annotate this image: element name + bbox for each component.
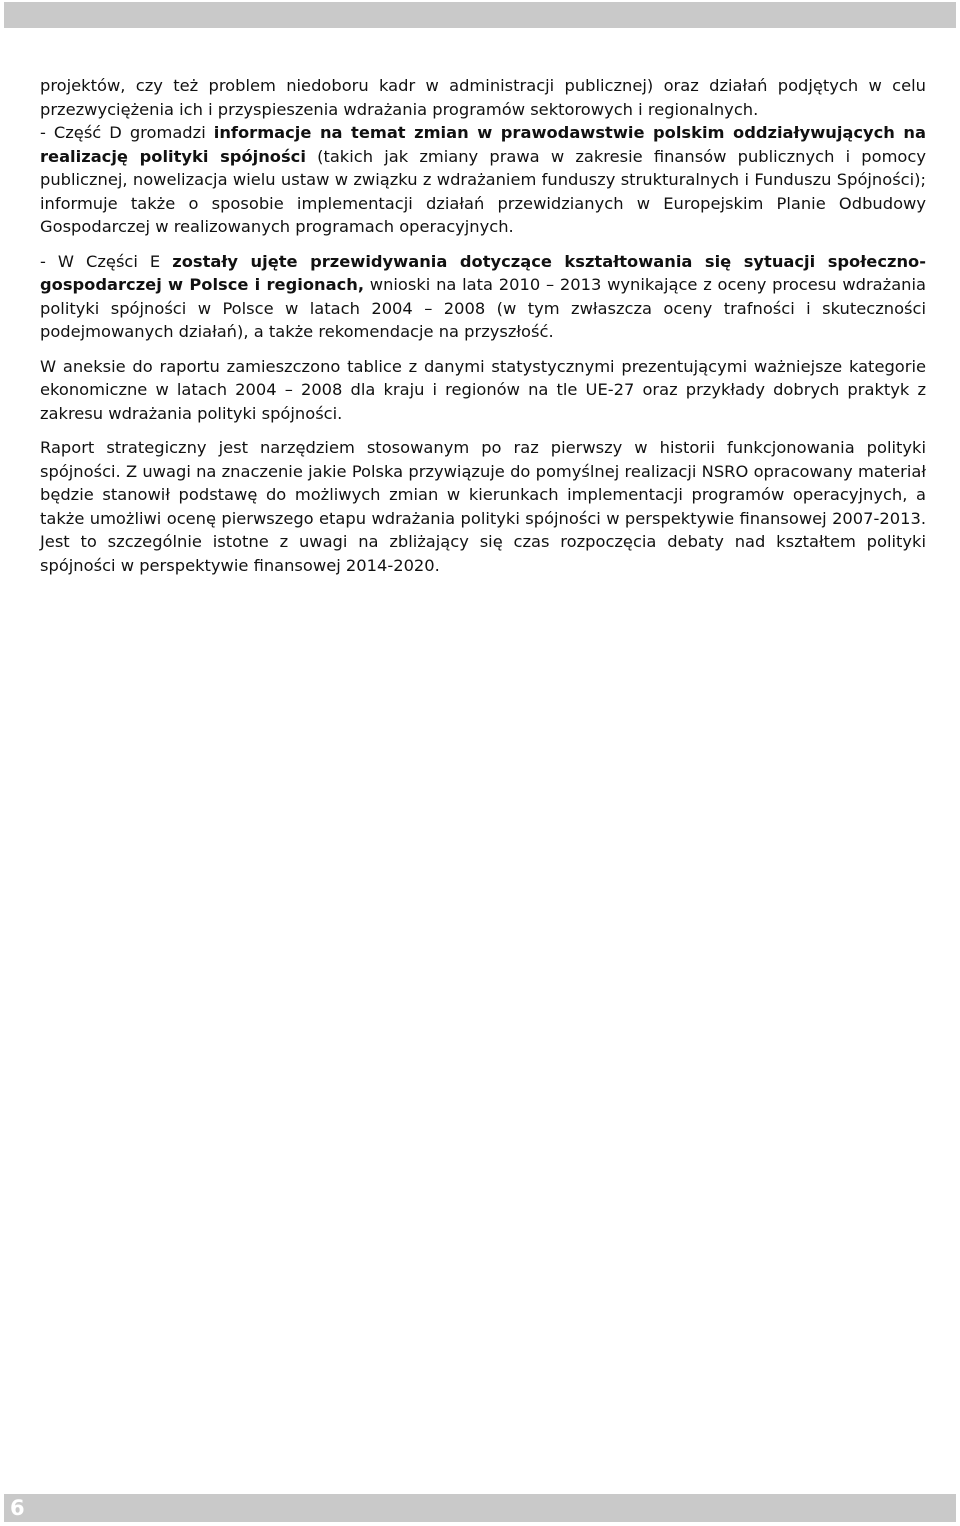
part-e-emphasis: zostały ujęte przewidywania dotyczące kształtowania się sytuacji społeczno-gospodarczej w Polsce i regionach,: [40, 251, 926, 294]
paragraph-continuation: projektów, czy też problem niedoboru kadr w administracji publicznej) oraz działań podjętych w celu przezwyciężenia ich i przyspieszenia wdrażania programów sektorowych i regionalnych.: [40, 76, 926, 119]
paragraph-strategic-report: Raport strategiczny jest narzędziem stosowanym po raz pierwszy w historii funkcjonowania polityki spójności. Z uwagi na znaczenie jakie Polska przywiązuje do pomyślnej realizacji NSRO opracowany materiał będzie stanowił podstawę do możliwych zmian w kierunkach implementacji programów operacyjnych, a także umożliwi ocenę pierwszego etapu wdrażania polityki spójności w perspektywie finansowej 2007-2013. Jest to szczególnie istotne z uwagi na zbliżający się czas rozpoczęcia debaty nad kształtem polityki spójności w perspektywie finansowej 2014-2020.: [40, 438, 926, 575]
page-number: 6: [10, 1496, 25, 1520]
part-d-emphasis: informacje na temat zmian w prawodawstwie polskim oddziaływujących na realizację polityki spójności: [40, 123, 926, 166]
footer-bar: [4, 1494, 956, 1522]
part-d-intro: - Część D gromadzi: [40, 123, 214, 142]
part-d-details: (takich jak zmiany prawa w zakresie finansów publicznych i pomocy publicznej, nowelizacja wielu ustaw w związku z wdrażaniem funduszy strukturalnych i Funduszu Spójności); informuje także o sposobie implementacji działań przewidzianych w Europejskim Planie Odbudowy Gospodarczej w realizowanych programach operacyjnych.: [40, 146, 926, 236]
part-e-intro: - W Części E: [40, 251, 173, 271]
part-e-details: wnioski na lata 2010 – 2013 wynikające z oceny procesu wdrażania polityki spójności w Polsce w latach 2004 – 2008 (w tym zwłaszcza oceny trafności i skuteczności podejmowanych działań), a także rekomendacje na przyszłość.: [40, 275, 926, 341]
paragraph-part-e: [40, 250, 926, 344]
header-bar: [4, 2, 956, 28]
paragraph-part-d: [40, 121, 926, 239]
paragraph-annex: W aneksie do raportu zamieszczono tablice z danymi statystycznymi prezentującymi ważniejsze kategorie ekonomiczne w latach 2004 – 2008 dla kraju i regionów na tle UE-27 oraz przykłady dobrych praktyk z zakresu wdrażania polityki spójności.: [40, 356, 926, 423]
document-body: [40, 74, 926, 588]
